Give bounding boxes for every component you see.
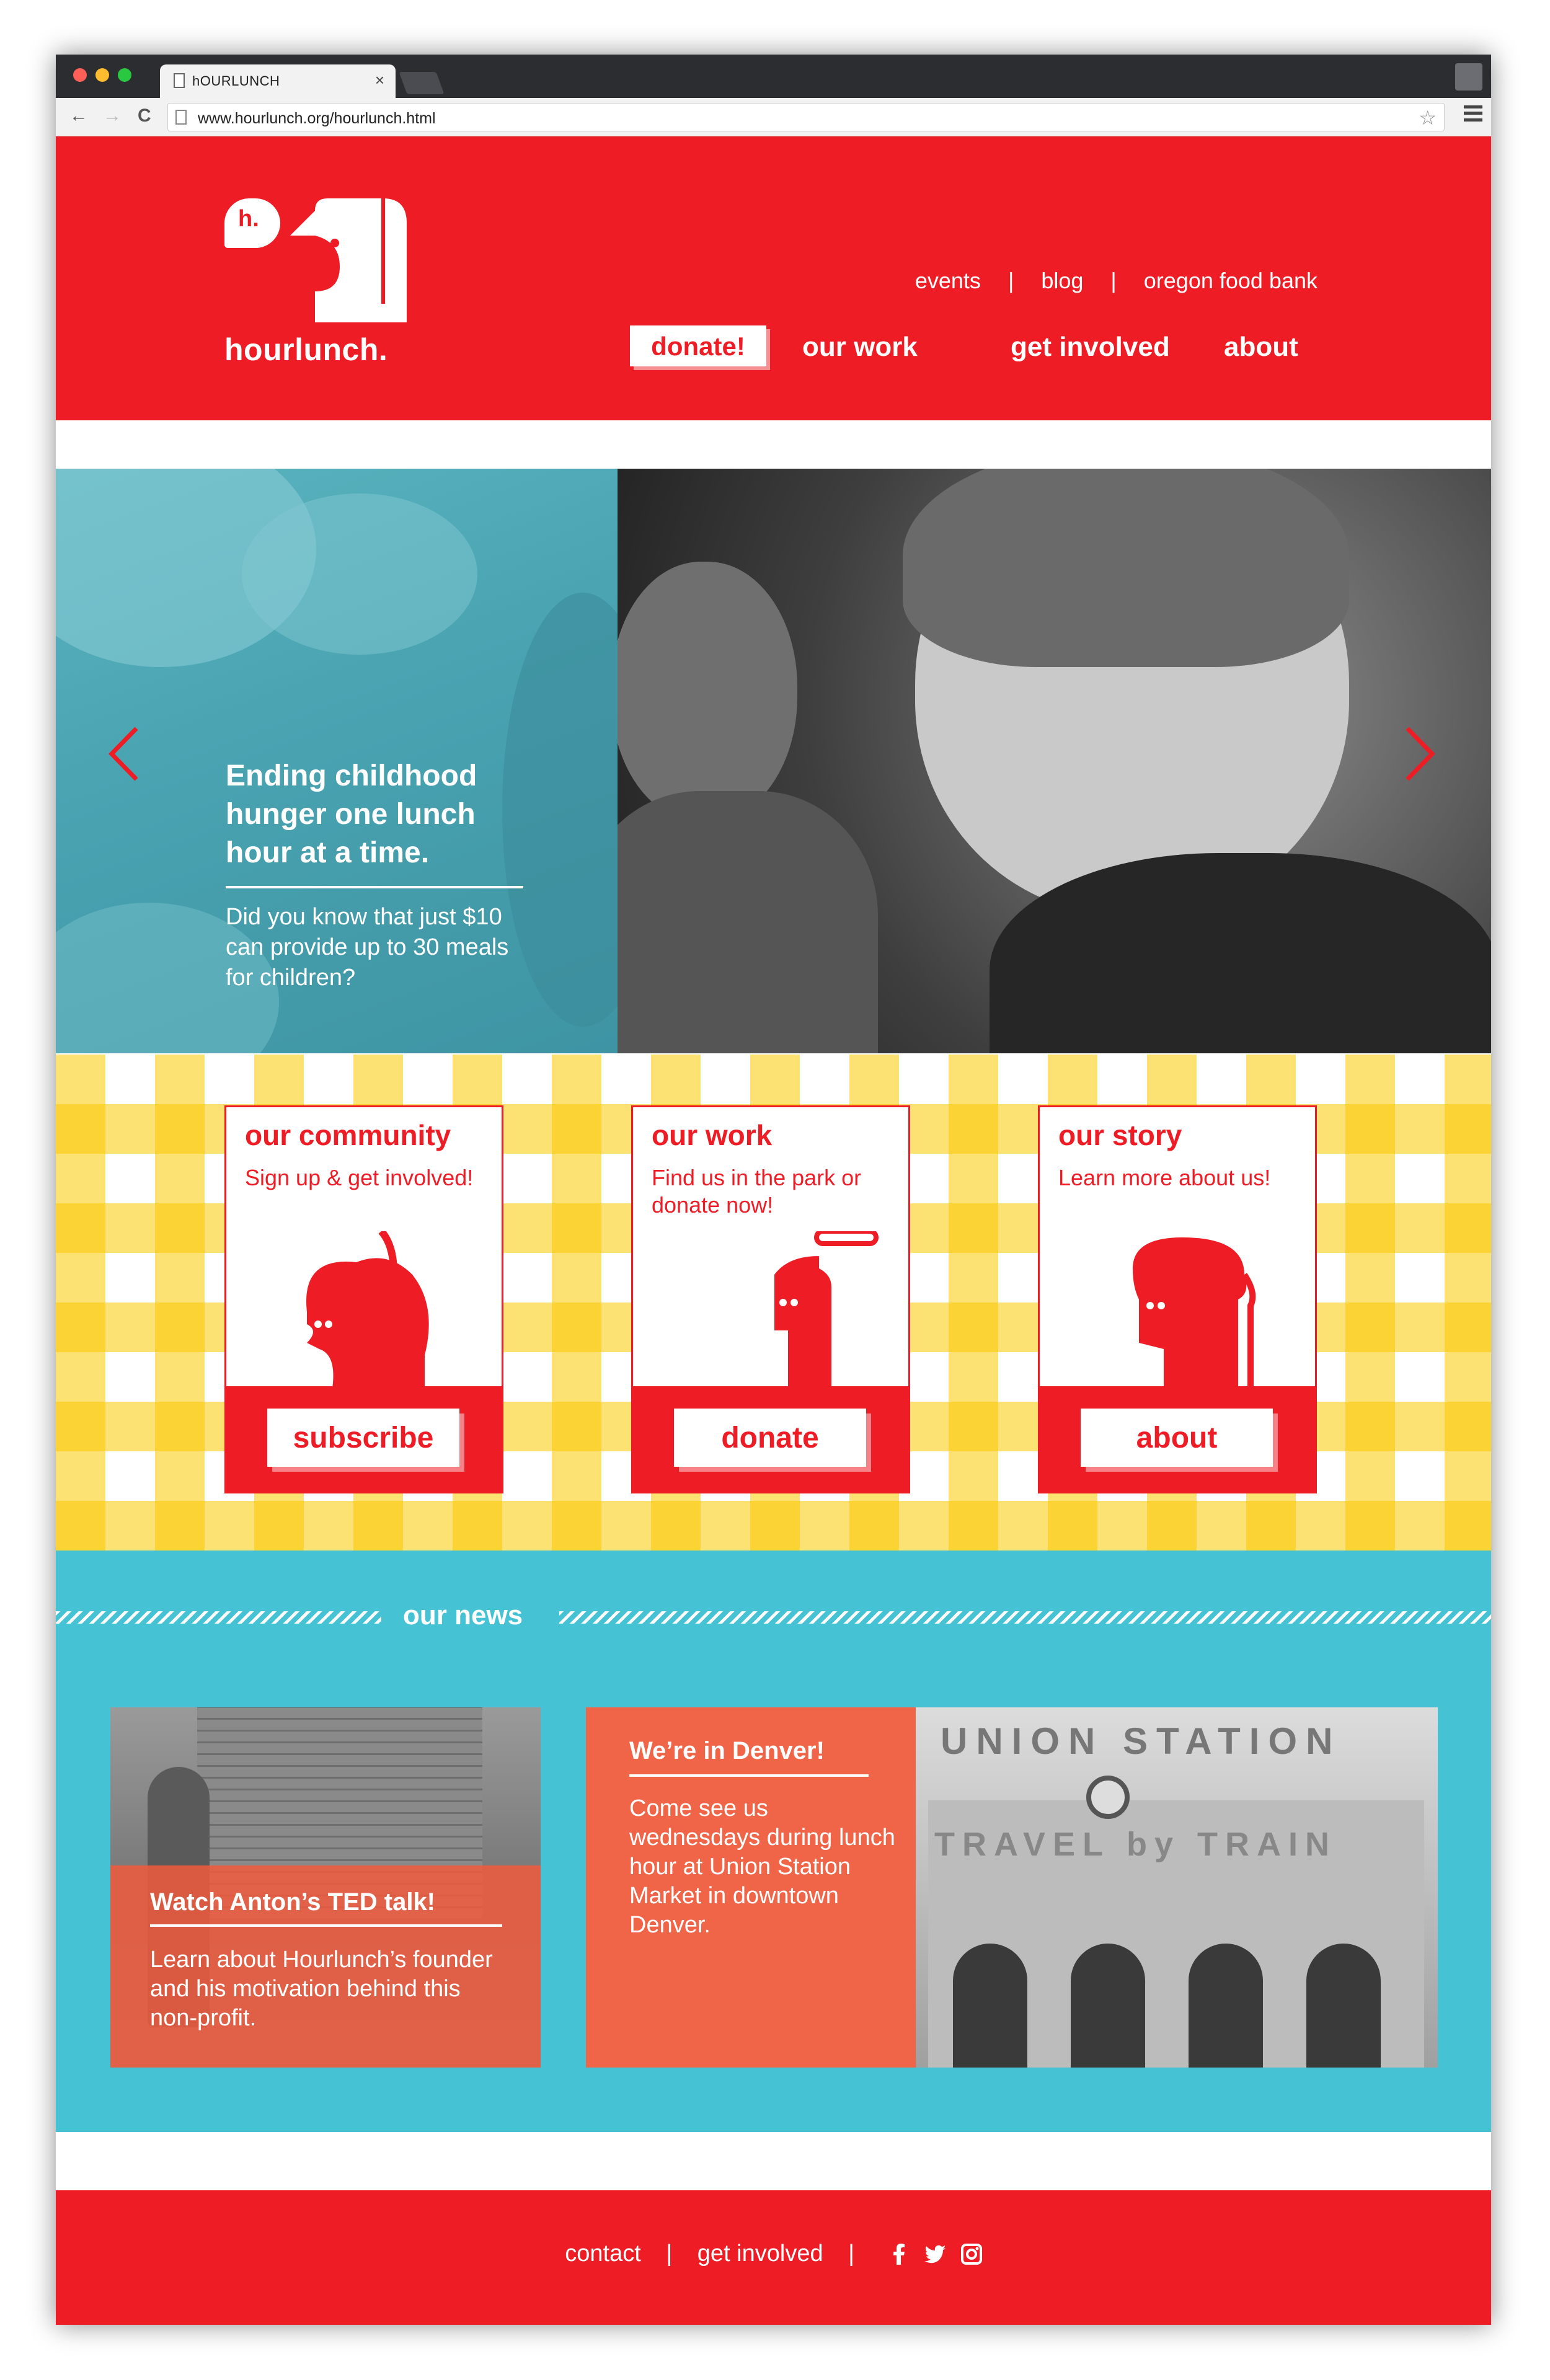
nav-events[interactable]: events bbox=[914, 268, 981, 293]
url-text[interactable]: www.hourlunch.org/hourlunch.html bbox=[198, 110, 436, 127]
carousel-prev-icon[interactable] bbox=[108, 726, 141, 782]
profile-icon[interactable] bbox=[1455, 63, 1482, 91]
card-our-work bbox=[631, 1105, 910, 1493]
footer-links bbox=[56, 2240, 1491, 2267]
card-text: Sign up & get involved! bbox=[245, 1165, 474, 1190]
news-card-denver[interactable] bbox=[586, 1707, 1438, 2068]
child-photo-shape bbox=[618, 791, 878, 1053]
tab-close-icon[interactable]: × bbox=[374, 71, 384, 89]
nav-blog[interactable]: blog bbox=[1041, 268, 1084, 293]
menu-icon[interactable] bbox=[1464, 105, 1482, 122]
feature-section bbox=[56, 1055, 1491, 1551]
browser-tab[interactable] bbox=[160, 64, 396, 98]
child-photo-shape bbox=[618, 562, 797, 822]
card-title: our story bbox=[1058, 1119, 1182, 1151]
news-title: our news bbox=[403, 1600, 523, 1630]
stripe-divider bbox=[56, 1611, 381, 1624]
forward-icon[interactable]: → bbox=[103, 105, 122, 126]
close-window-button[interactable] bbox=[73, 68, 87, 82]
child-photo-shape bbox=[903, 469, 1349, 667]
reload-icon[interactable]: C bbox=[138, 105, 151, 126]
child-photo-shape bbox=[990, 853, 1491, 1053]
subscribe-button-label: subscribe bbox=[293, 1422, 434, 1454]
donate-card-button-label: donate bbox=[721, 1422, 819, 1454]
union-station-photo bbox=[916, 1707, 1438, 2068]
subscribe-button[interactable] bbox=[267, 1409, 459, 1467]
nav-oregon-food-bank[interactable]: oregon food bank bbox=[1143, 268, 1318, 293]
tab-title: hOURLUNCH bbox=[192, 73, 280, 89]
site-logo[interactable] bbox=[224, 198, 423, 372]
news-section bbox=[56, 1551, 1491, 2132]
footer-get-involved-link[interactable]: get involved bbox=[697, 2241, 823, 2267]
document-icon bbox=[174, 73, 185, 88]
nav-our-work[interactable]: our work bbox=[802, 332, 918, 362]
logo-bubble bbox=[224, 198, 280, 248]
apple-icon bbox=[226, 1231, 505, 1392]
bread-icon bbox=[1040, 1231, 1319, 1392]
card-title: our work bbox=[652, 1119, 773, 1151]
news-card-title: We’re in Denver! bbox=[629, 1737, 825, 1764]
news-card-title: Watch Anton’s TED talk! bbox=[150, 1888, 435, 1916]
nav-get-involved[interactable]: get involved bbox=[1011, 332, 1170, 362]
station-sign: TRAVEL by TRAIN bbox=[934, 1826, 1337, 1863]
logo-letter: h. bbox=[238, 206, 259, 232]
news-card-divider bbox=[150, 1924, 502, 1927]
back-icon[interactable]: ← bbox=[69, 105, 88, 126]
address-bar[interactable] bbox=[167, 103, 1445, 131]
news-card-divider bbox=[629, 1774, 869, 1777]
facebook-icon[interactable] bbox=[888, 2244, 910, 2265]
carousel-next-icon[interactable] bbox=[1402, 726, 1436, 782]
news-card-text: Come see us wednesdays during lunch hour at Union Station Market in downtown Denver. bbox=[629, 1795, 895, 1938]
about-card-button[interactable] bbox=[1081, 1409, 1273, 1467]
nav-about[interactable]: about bbox=[1224, 332, 1298, 362]
hero-subtitle: Did you know that just $10 can provide up to 30 meals for children? bbox=[226, 904, 509, 991]
bottle-icon bbox=[633, 1231, 912, 1392]
new-tab-button[interactable] bbox=[399, 72, 444, 94]
main-nav bbox=[629, 325, 1323, 369]
utility-nav bbox=[915, 268, 1318, 294]
instagram-icon[interactable] bbox=[961, 2244, 982, 2265]
footer-separator: | bbox=[848, 2241, 855, 2267]
donate-card-button[interactable] bbox=[674, 1409, 866, 1467]
maximize-window-button[interactable] bbox=[118, 68, 131, 82]
hero-divider bbox=[226, 886, 523, 888]
card-our-story bbox=[1038, 1105, 1317, 1493]
news-card-ted-talk[interactable] bbox=[110, 1707, 541, 2068]
hero-blur-shape bbox=[242, 493, 477, 655]
hero-caption bbox=[226, 757, 536, 993]
nav-separator: | bbox=[1008, 268, 1014, 293]
clock-icon bbox=[1086, 1776, 1130, 1819]
stripe-divider bbox=[559, 1611, 1491, 1624]
footer-contact-link[interactable]: contact bbox=[565, 2241, 641, 2267]
page-icon bbox=[175, 110, 187, 125]
card-our-community bbox=[224, 1105, 503, 1493]
nav-separator: | bbox=[1110, 268, 1117, 293]
station-arc-sign: UNION STATION bbox=[941, 1720, 1342, 1762]
station-arch bbox=[953, 1944, 1027, 2068]
station-arch bbox=[1071, 1944, 1145, 2068]
card-text: Learn more about us! bbox=[1058, 1165, 1271, 1190]
news-header bbox=[56, 1600, 1491, 1631]
hero-photo bbox=[618, 469, 1491, 1053]
browser-titlebar bbox=[56, 55, 1491, 98]
donate-button-label: donate! bbox=[651, 332, 745, 361]
site-footer bbox=[56, 2190, 1491, 2325]
browser-window bbox=[56, 55, 1491, 2325]
twitter-icon[interactable] bbox=[924, 2244, 946, 2265]
news-card-text: Learn about Hourlunch’s founder and his motivation behind this non-profit. bbox=[150, 1947, 493, 2031]
donate-button[interactable] bbox=[630, 325, 766, 366]
card-text: Find us in the park or donate now! bbox=[652, 1165, 862, 1218]
station-arch bbox=[1189, 1944, 1263, 2068]
footer-separator: | bbox=[666, 2241, 673, 2267]
card-title: our community bbox=[245, 1119, 451, 1151]
hero-carousel bbox=[56, 469, 1491, 1053]
lunch-bag-icon bbox=[290, 198, 407, 322]
site-header bbox=[56, 136, 1491, 420]
browser-toolbar bbox=[56, 98, 1491, 136]
bookmark-star-icon[interactable]: ☆ bbox=[1419, 107, 1437, 129]
station-arch bbox=[1306, 1944, 1381, 2068]
about-card-button-label: about bbox=[1136, 1422, 1218, 1454]
minimize-window-button[interactable] bbox=[95, 68, 109, 82]
logo-wordmark: hourlunch. bbox=[224, 332, 388, 367]
hero-title: Ending childhood hunger one lunch hour at a time. bbox=[226, 759, 477, 869]
